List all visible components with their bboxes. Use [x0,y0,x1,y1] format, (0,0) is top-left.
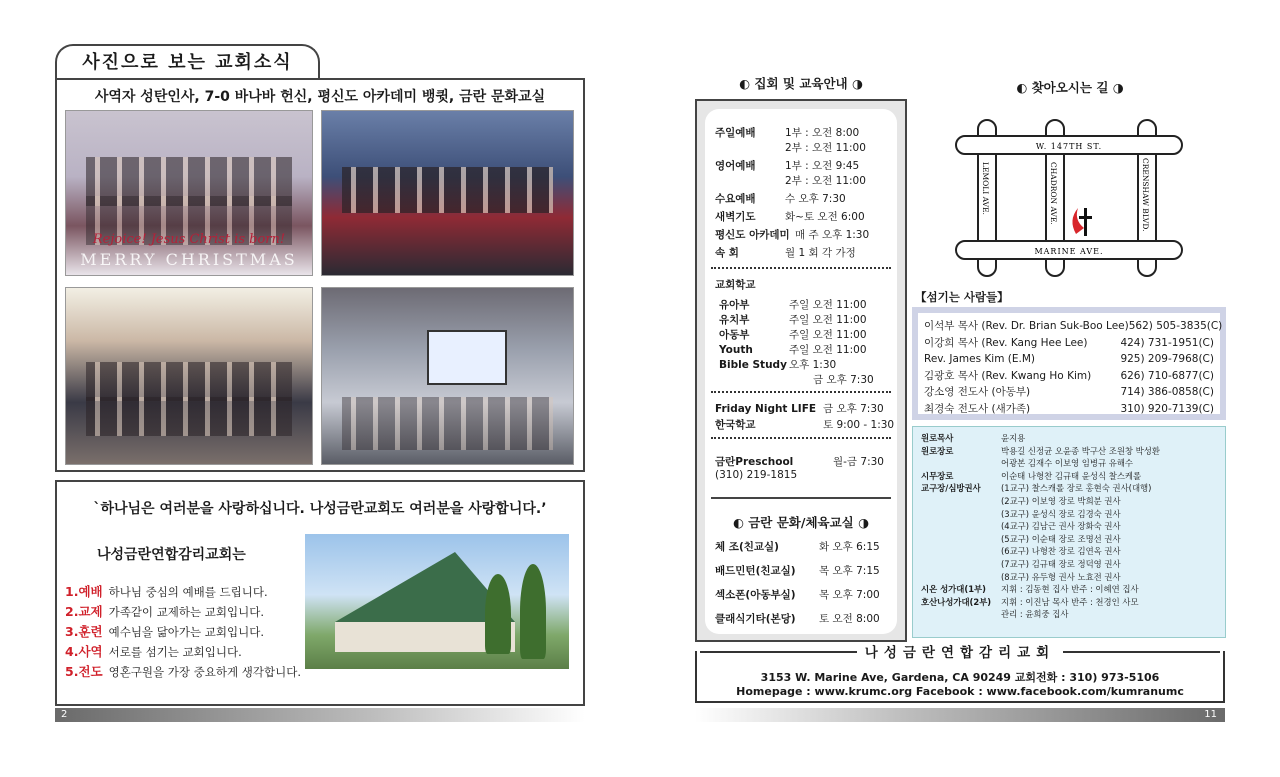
schedule-value: 오후 1:30 [789,359,837,371]
street-label-top: W. 147TH ST. [1035,142,1103,151]
schedule-value: 주일 오전 11:00 [789,344,867,356]
culture-divider [711,497,891,499]
church-values-list [65,582,301,682]
schedule-row [715,539,880,554]
schedule-value: 1부 : 오전 8:00 [785,127,860,139]
role-members: 지휘 : 김동현 집사 반주 : 이혜연 집사 [1001,584,1139,595]
page-title: 사진으로 보는 교회소식 [55,44,320,80]
role-label [921,520,1001,533]
schedule-value: 금 오후 7:30 [823,403,884,415]
list-item [921,432,1217,445]
schedule-value: 월 1 회 각 가정 [785,247,856,259]
role-label: 시온 성가대(1부) [921,584,986,595]
schedule-key: 수요예배 [715,193,756,205]
role-members: 어광본 김재수 이보영 임병규 유해수 [1001,458,1134,469]
value-text: 영혼구원을 가장 중요하게 생각합니다. [108,665,301,679]
value-text: 서로를 섬기는 교회입니다. [108,645,242,659]
schedule-key: 평신도 아카데미 [715,229,790,241]
schedule-value: 목 오후 7:00 [819,589,880,601]
photo-barnabas-dedication [321,110,574,276]
staff-name: 강소영 전도사 (아동부) [924,386,1031,398]
schedule-key: 새벽기도 [715,211,756,223]
value-key: 4.사역 [65,644,103,659]
list-item [921,445,1217,458]
role-label: 원로목사 [921,433,954,443]
role-members: (5교구) 이순태 장로 조명선 권사 [1001,533,1121,544]
street-label-chadron: CHADRON AVE. [1049,162,1058,225]
list-item [921,596,1217,609]
role-label [921,495,1001,508]
role-members: (1교구) 찰스캐롤 장로 홍현숙 권사(대행) [1001,483,1152,494]
church-name-banner [695,641,1225,661]
schedule-key: 체 조(친교실) [715,541,779,553]
staff-phone: 925) 209-7968(C) [1120,353,1214,365]
church-motto: `하나님은 여러분을 사랑하십니다. 나성금란교회도 여러분을 사랑합니다.’ [93,501,547,517]
list-item [924,351,1214,368]
elders-box [912,426,1226,638]
schedule-value: 화 오후 6:15 [819,541,880,553]
schedule-key: 유치부 [719,314,750,326]
role-label [921,533,1001,546]
street-label-crenshaw: CRENSHAW BLVD. [1141,158,1150,232]
photo-people [86,362,293,401]
photo-caption: 사역자 성탄인사, 7-0 바나바 헌신, 평신도 아카데미 뱅큇, 금란 문화교실 [94,89,546,105]
tree [485,574,511,654]
schedule-row [715,587,880,602]
value-key: 5.전도 [65,664,103,679]
tree [520,564,546,659]
role-label [921,457,1001,470]
schedule-key: 유아부 [719,299,750,311]
list-item [921,457,1217,470]
schedule-value: 토 9:00 - 1:30 [823,419,895,431]
role-members: (3교구) 윤성식 장로 김경숙 권사 [1001,508,1121,519]
page-footer-left [55,708,585,722]
page-number: 2 [61,709,68,720]
role-members: (8교구) 유두형 권사 노효전 권사 [1001,571,1121,582]
preschool-phone: (310) 219-1815 [715,469,798,481]
role-label: 시무장로 [921,470,954,481]
schedule-row [715,227,869,242]
role-members: 지휘 : 이진남 목사 반주 : 천경인 사모 [1001,596,1139,607]
schedule-value: 주일 오전 11:00 [789,329,867,341]
role-label [921,608,1001,621]
staff-name: 김광호 목사 (Rev. Kwang Ho Kim) [924,369,1092,382]
schedule-row [715,417,894,432]
photo-academy-banquet [65,287,313,465]
list-item [65,582,301,602]
value-text: 예수님을 닮아가는 교회입니다. [108,625,264,639]
church-name: 나성금란연합감리교회 [857,645,1063,661]
list-item [65,602,301,622]
schedule-value: 2부 : 오전 11:00 [785,142,866,154]
street-label-bottom: MARINE AVE. [1034,247,1104,256]
street-label-lemoli: LEMOLI AVE. [981,162,990,215]
schedule-value: 주일 오전 11:00 [789,299,867,311]
staff-box [912,307,1226,420]
photo-people [342,397,553,450]
staff-phone: 714) 386-0858(C) [1120,386,1214,398]
schedule-value: 화~토 오전 6:00 [785,211,865,223]
dotted-divider [711,267,891,269]
schedule-value: 목 오후 7:15 [819,565,880,577]
list-item [921,533,1217,546]
page-footer-right [695,708,1225,722]
schedule-row [715,209,865,224]
dotted-divider [711,391,891,393]
schedule-value: 1부 : 오전 9:45 [785,160,860,172]
church-school-heading: 교회학교 [715,279,756,291]
value-key: 2.교제 [65,604,103,619]
list-item [65,662,301,682]
schedule-key: Bible Study [719,359,787,371]
schedule-row [715,125,859,140]
service-schedule-box [695,99,907,642]
photo-christmas-greeting [65,110,313,276]
list-item [924,384,1214,401]
role-label: 교구장/심방권사 [921,483,981,494]
schedule-row [719,297,867,312]
list-item [921,495,1217,508]
staff-list [918,313,1223,415]
church-building-photo [305,534,569,669]
role-label [921,558,1001,571]
photo-greeting-subtext: Rejoice! Jesus Christ is born! [92,232,286,247]
staff-name: 최경숙 전도사 (새가족) [924,402,1031,415]
list-item [921,508,1217,521]
schedule-key: 클래식기타(본당) [715,613,796,625]
role-label: 원로장로 [921,445,954,456]
list-item [924,368,1214,385]
role-members: (6교구) 나형찬 장로 김연옥 권사 [1001,546,1121,557]
photo-news-panel [55,78,585,472]
church-web-links: Homepage : www.krumc.org Facebook : www.facebook.com/kumranumc [736,685,1184,698]
value-text: 가족같이 교제하는 교회입니다. [108,605,264,619]
role-members: (2교구) 이보영 장로 박희분 권사 [1001,495,1121,506]
schedule-key: 아동부 [719,329,750,341]
schedule-value: 월-금 7:30 [833,456,884,468]
list-item [921,520,1217,533]
staff-name: Rev. James Kim (E.M) [924,353,1035,365]
list-item [921,571,1217,584]
schedule-key: Youth [719,344,753,356]
schedule-row [715,158,859,173]
schedule-value: 토 오전 8:00 [819,613,880,625]
list-item [65,622,301,642]
page-number: 11 [1204,709,1217,720]
schedule-row [715,611,880,626]
list-item [65,642,301,662]
list-item [921,482,1217,495]
list-item [924,318,1223,335]
role-members: (7교구) 김규태 장로 정덕영 권사 [1001,558,1121,569]
staff-phone: 424) 731-1951(C) [1120,336,1214,349]
value-text: 하나님 중심의 예배를 드립니다. [108,585,268,599]
schedule-key: 주일예배 [715,127,756,139]
schedule-key: 한국학교 [715,419,756,431]
photo-people [86,397,293,436]
role-members: 박용길 신정균 오윤종 박구산 조원창 박성환 [1001,445,1160,456]
schedule-row [715,245,856,260]
schedule-key: 섹소폰(아동부실) [715,589,796,601]
schedule-row [715,140,866,155]
schedule-row [715,454,884,469]
value-key: 1.예배 [65,584,103,599]
role-members: (4교구) 김남근 권사 장화숙 권사 [1001,521,1121,532]
role-members: 관리 : 윤희중 집사 [1001,609,1069,620]
photo-greeting-text: MERRY CHRISTMAS [80,250,298,269]
schedule-key: 속 회 [715,247,739,259]
staff-heading: 【섬기는 사람들】 [915,290,1009,304]
schedule-key: 금란Preschool [715,456,794,468]
schedule-key: 배드민턴(친교실) [715,565,796,577]
schedule-row [719,357,836,372]
staff-phone: 310) 920-7139(C) [1120,402,1214,415]
service-schedule-inner [705,109,897,634]
church-location-icon [1072,208,1092,236]
list-item [921,583,1217,596]
culture-class-heading: ◐ 금란 문화/체육교실 ◑ [732,515,870,530]
church-address: 3153 W. Marine Ave, Gardena, CA 90249 교회전화 : 310) 973-5106 [760,671,1160,684]
role-members: 이순태 나형찬 김규태 윤성식 찰스케롤 [1001,470,1142,481]
value-key: 3.훈련 [65,624,103,639]
schedule-key: 영어예배 [715,160,756,172]
role-label [921,571,1001,584]
schedule-row [719,327,867,342]
staff-name: 이석부 목사 (Rev. Dr. Brian Suk-Boo Lee) [924,320,1129,332]
list-item [924,335,1214,352]
role-label [921,545,1001,558]
schedule-row [715,173,866,188]
role-members: 윤지용 [1001,433,1026,443]
schedule-row [719,342,867,357]
directions-heading: ◐ 찾아오시는 길 ◑ [1016,80,1124,95]
schedule-row [715,401,884,416]
church-values-heading: 나성금란연합감리교회는 [97,547,246,563]
schedule-value: 금 오후 7:30 [813,374,874,386]
dotted-divider [711,437,891,439]
photo-people [342,167,553,213]
staff-phone: 626) 710-6877(C) [1120,369,1214,382]
schedule-key: Friday Night LIFE [715,403,817,415]
schedule-value: 수 오후 7:30 [785,193,846,205]
list-item [921,558,1217,571]
schedule-row [715,563,880,578]
list-item [921,545,1217,558]
photo-culture-class [321,287,574,465]
role-label: 호산나성가대(2부) [921,596,992,607]
schedule-value: 매 주 오후 1:30 [795,229,870,241]
schedule-row [719,372,874,387]
list-item [921,470,1217,483]
list-item [921,608,1217,621]
projector-screen [427,330,507,385]
schedule-row [715,191,846,206]
staff-name: 이강희 목사 (Rev. Kang Hee Lee) [924,336,1088,349]
schedule-value: 2부 : 오전 11:00 [785,175,866,187]
role-label [921,508,1001,521]
church-message-panel [55,480,585,706]
schedule-row [719,312,867,327]
list-item [924,401,1214,418]
staff-phone: 562) 505-3835(C) [1128,320,1223,332]
directions-map [950,116,1190,281]
schedule-value: 주일 오전 11:00 [789,314,867,326]
service-schedule-heading: ◐ 집회 및 교육안내 ◑ [739,76,863,91]
